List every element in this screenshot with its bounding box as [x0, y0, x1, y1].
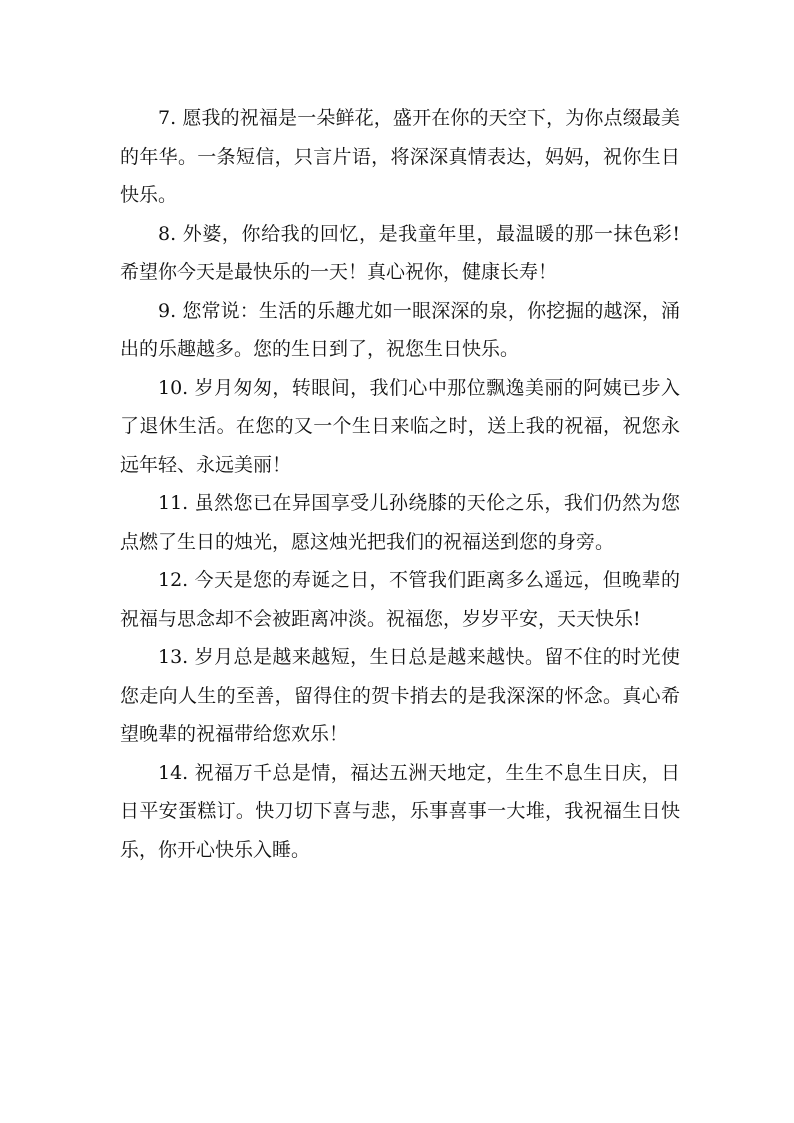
paragraph-7: 7. 愿我的祝福是一朵鲜花，盛开在你的天空下，为你点缀最美的年华。一条短信，只言片语，将深深真情表达，妈妈，祝你生日快乐。 — [120, 107, 680, 206]
paragraph-9: 9. 您常说：生活的乐趣尤如一眼深深的泉，你挖掘的越深，涌出的乐趣越多。您的生日到了，祝您生日快乐。 — [120, 299, 680, 360]
paragraph-10: 10. 岁月匆匆，转眼间，我们心中那位飘逸美丽的阿姨已步入了退休生活。在您的又一个生日来临之时，送上我的祝福，祝您永远年轻、永远美丽！ — [120, 376, 680, 476]
paragraph-12: 12. 今天是您的寿诞之日，不管我们距离多么遥远，但晚辈的祝福与思念却不会被距离冲淡。祝福您，岁岁平安，天天快乐! — [120, 569, 680, 630]
document-body — [120, 99, 680, 869]
paragraph-8: 8. 外婆，你给我的回忆，是我童年里，最温暖的那一抹色彩!希望你今天是最快乐的一天！真心祝你，健康长寿！ — [120, 222, 680, 283]
paragraph-13: 13. 岁月总是越来越短，生日总是越来越快。留不住的时光使您走向人生的至善，留得住的贺卡捎去的是我深深的怀念。真心希望晚辈的祝福带给您欢乐！ — [120, 646, 680, 745]
paragraph-11: 11. 虽然您已在异国享受儿孙绕膝的天伦之乐，我们仍然为您点燃了生日的烛光，愿这烛光把我们的祝福送到您的身旁。 — [120, 492, 680, 553]
paragraph-14: 14. 祝福万千总是情，福达五洲天地定，生生不息生日庆，日日平安蛋糕订。快刀切下喜与悲，乐事喜事一大堆，我祝福生日快乐，你开心快乐入睡。 — [120, 761, 680, 861]
